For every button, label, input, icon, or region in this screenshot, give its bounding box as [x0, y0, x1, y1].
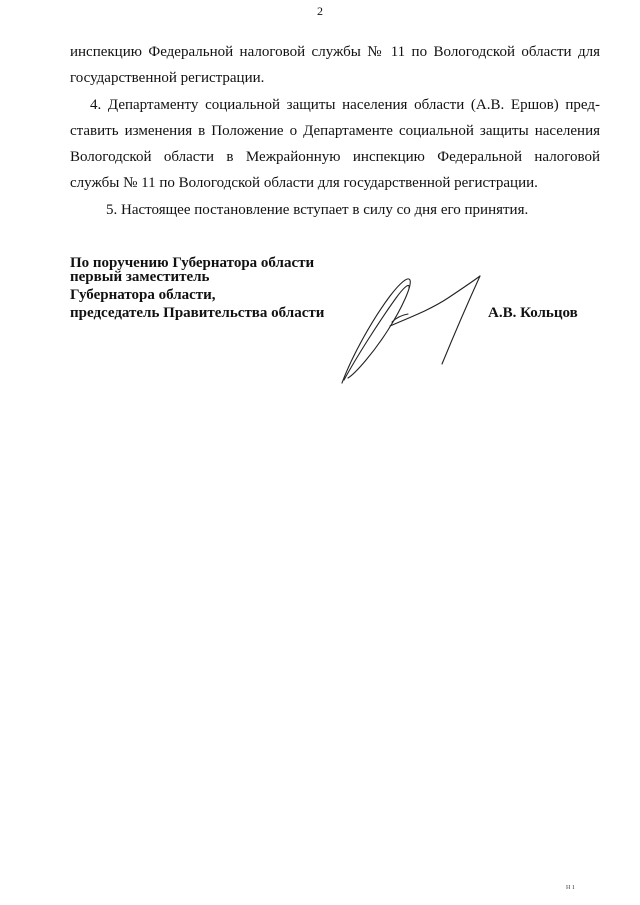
- signer-name: А.В. Кольцов: [488, 305, 578, 321]
- paragraph-line: государственной регистрации.: [70, 70, 265, 86]
- paragraph-line: инспекцию Федеральной налоговой службы № 11 по Вологодской области для: [70, 44, 600, 60]
- paragraph-4-line: ставить изменения в Положение о Департаменте социальной защиты населения: [70, 123, 600, 139]
- by-order-line: По поручению Губернатора области: [70, 255, 315, 271]
- paragraph-4-line: службы № 11 по Вологодской области для государственной регистрации.: [70, 175, 538, 191]
- footer-mark: н ı: [566, 882, 575, 891]
- signer-title-line: Губернатора области,: [70, 287, 216, 303]
- paragraph-5: 5. Настоящее постановление вступает в силу со дня его принятия.: [106, 202, 529, 218]
- handwritten-signature: [330, 268, 495, 390]
- page-number: 2: [317, 4, 323, 18]
- signer-title-line: председатель Правительства области: [70, 305, 325, 321]
- paragraph-4-line: Вологодской области в Межрайонную инспекцию Федеральной налоговой: [70, 149, 600, 165]
- signer-title-line: первый заместитель: [70, 269, 210, 285]
- paragraph-4-line: 4. Департаменту социальной защиты населения области (А.В. Ершов) пред-: [90, 97, 600, 113]
